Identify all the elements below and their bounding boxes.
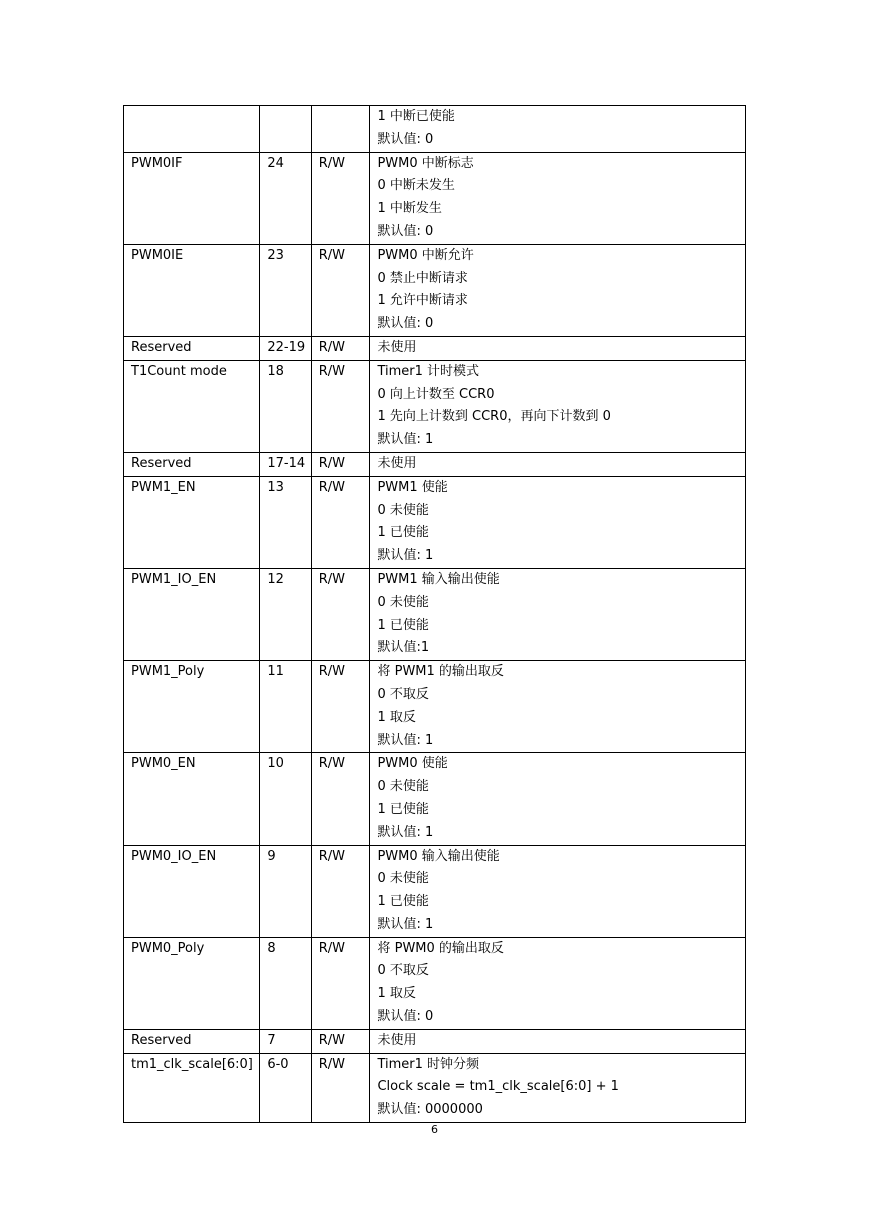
description-line: 将 PWM0 的输出取反	[377, 940, 504, 956]
table-row	[124, 661, 746, 753]
access-cell: R/W	[311, 753, 370, 845]
bits-cell: 12	[260, 568, 311, 660]
description-line: 0 中断未发生	[377, 178, 455, 194]
access-cell: R/W	[311, 661, 370, 753]
description-line: 默认值: 1	[377, 916, 434, 932]
table-row	[124, 106, 746, 153]
description-line: 0 未使能	[377, 779, 429, 795]
access-cell	[311, 106, 370, 153]
bits-cell: 24	[260, 152, 311, 244]
table-row	[124, 476, 746, 568]
table-row	[124, 452, 746, 476]
access-cell: R/W	[311, 1053, 370, 1122]
description-line: 0 未使能	[377, 594, 429, 610]
access-cell: R/W	[311, 1029, 370, 1053]
access-cell: R/W	[311, 476, 370, 568]
field-name-cell: PWM1_Poly	[124, 661, 260, 753]
description-line: 0 向上计数至 CCR0	[377, 386, 495, 402]
bits-cell: 22-19	[260, 336, 311, 360]
access-cell: R/W	[311, 937, 370, 1029]
description-line: 1 中断已使能	[377, 109, 455, 124]
bits-cell: 7	[260, 1029, 311, 1053]
description-cell	[370, 152, 746, 244]
table-row	[124, 937, 746, 1029]
access-cell: R/W	[311, 452, 370, 476]
description-line: 未使用	[377, 339, 417, 355]
description-line: 1 已使能	[377, 801, 429, 817]
access-cell: R/W	[311, 845, 370, 937]
field-name-cell: PWM0IF	[124, 152, 260, 244]
description-cell	[370, 937, 746, 1029]
description-line: PWM1 使能	[377, 479, 448, 495]
field-name-cell: PWM0_IO_EN	[124, 845, 260, 937]
description-line: 1 已使能	[377, 894, 429, 910]
description-cell	[370, 106, 746, 153]
bits-cell: 6-0	[260, 1053, 311, 1122]
description-line: Clock scale = tm1_clk_scale[6:0] + 1	[377, 1079, 619, 1095]
table-row	[124, 753, 746, 845]
description-line: 0 未使能	[377, 502, 429, 518]
description-cell	[370, 336, 746, 360]
bits-cell: 11	[260, 661, 311, 753]
bits-cell	[260, 106, 311, 153]
field-name-cell: PWM0IE	[124, 244, 260, 336]
table-row	[124, 1053, 746, 1122]
description-line: PWM0 输入输出使能	[377, 848, 500, 864]
field-name-cell: T1Count mode	[124, 360, 260, 452]
table-row	[124, 360, 746, 452]
table-row	[124, 568, 746, 660]
description-line: 0 不取反	[377, 963, 429, 979]
description-line: 默认值: 1	[377, 732, 434, 748]
description-line: 0 不取反	[377, 686, 429, 702]
description-line: 0 禁止中断请求	[377, 270, 468, 286]
description-line: 未使用	[377, 1032, 417, 1048]
description-cell	[370, 244, 746, 336]
page-number: 6	[431, 1123, 438, 1136]
description-line: 1 取反	[377, 986, 416, 1002]
bits-cell: 8	[260, 937, 311, 1029]
description-cell	[370, 1053, 746, 1122]
description-cell	[370, 568, 746, 660]
register-table-body	[124, 106, 746, 1123]
bits-cell: 13	[260, 476, 311, 568]
description-cell	[370, 845, 746, 937]
register-table	[123, 105, 746, 1123]
description-cell	[370, 753, 746, 845]
bits-cell: 23	[260, 244, 311, 336]
description-cell	[370, 661, 746, 753]
description-line: 未使用	[377, 455, 417, 471]
bits-cell: 9	[260, 845, 311, 937]
field-name-cell: PWM1_EN	[124, 476, 260, 568]
description-cell	[370, 1029, 746, 1053]
table-row	[124, 845, 746, 937]
access-cell: R/W	[311, 152, 370, 244]
table-row	[124, 244, 746, 336]
bits-cell: 10	[260, 753, 311, 845]
description-line: Timer1 计时模式	[377, 363, 480, 379]
description-line: 1 允许中断请求	[377, 293, 468, 309]
description-line: 默认值: 0	[377, 131, 434, 147]
field-name-cell: Reserved	[124, 452, 260, 476]
table-row	[124, 336, 746, 360]
description-line: 默认值: 1	[377, 548, 434, 564]
field-name-cell: PWM1_IO_EN	[124, 568, 260, 660]
field-name-cell: Reserved	[124, 336, 260, 360]
description-line: 默认值: 0000000	[377, 1102, 483, 1118]
access-cell: R/W	[311, 568, 370, 660]
table-row	[124, 152, 746, 244]
field-name-cell: tm1_clk_scale[6:0]	[124, 1053, 260, 1122]
description-cell	[370, 452, 746, 476]
access-cell: R/W	[311, 360, 370, 452]
description-line: 默认值: 0	[377, 316, 434, 332]
description-line: 默认值: 0	[377, 1009, 434, 1025]
table-row	[124, 1029, 746, 1053]
description-line: PWM1 输入输出使能	[377, 571, 500, 587]
field-name-cell	[124, 106, 260, 153]
description-line: 默认值:1	[377, 640, 430, 656]
bits-cell: 17-14	[260, 452, 311, 476]
description-cell	[370, 476, 746, 568]
description-line: PWM0 使能	[377, 756, 448, 772]
description-line: 1 取反	[377, 709, 416, 725]
field-name-cell: PWM0_EN	[124, 753, 260, 845]
access-cell: R/W	[311, 244, 370, 336]
field-name-cell: Reserved	[124, 1029, 260, 1053]
description-line: 1 已使能	[377, 617, 429, 633]
description-line: 1 中断发生	[377, 201, 442, 217]
description-line: 1 已使能	[377, 525, 429, 541]
description-line: 默认值: 1	[377, 824, 434, 840]
description-cell	[370, 360, 746, 452]
description-line: 1 先向上计数到 CCR0，再向下计数到 0	[377, 409, 611, 425]
description-line: PWM0 中断标志	[377, 155, 474, 171]
description-line: 0 未使能	[377, 871, 429, 887]
bits-cell: 18	[260, 360, 311, 452]
field-name-cell: PWM0_Poly	[124, 937, 260, 1029]
description-line: 默认值: 1	[377, 432, 434, 448]
description-line: 将 PWM1 的输出取反	[377, 664, 504, 680]
description-line: Timer1 时钟分频	[377, 1056, 480, 1072]
description-line: 默认值: 0	[377, 223, 434, 239]
description-line: PWM0 中断允许	[377, 247, 474, 263]
access-cell: R/W	[311, 336, 370, 360]
